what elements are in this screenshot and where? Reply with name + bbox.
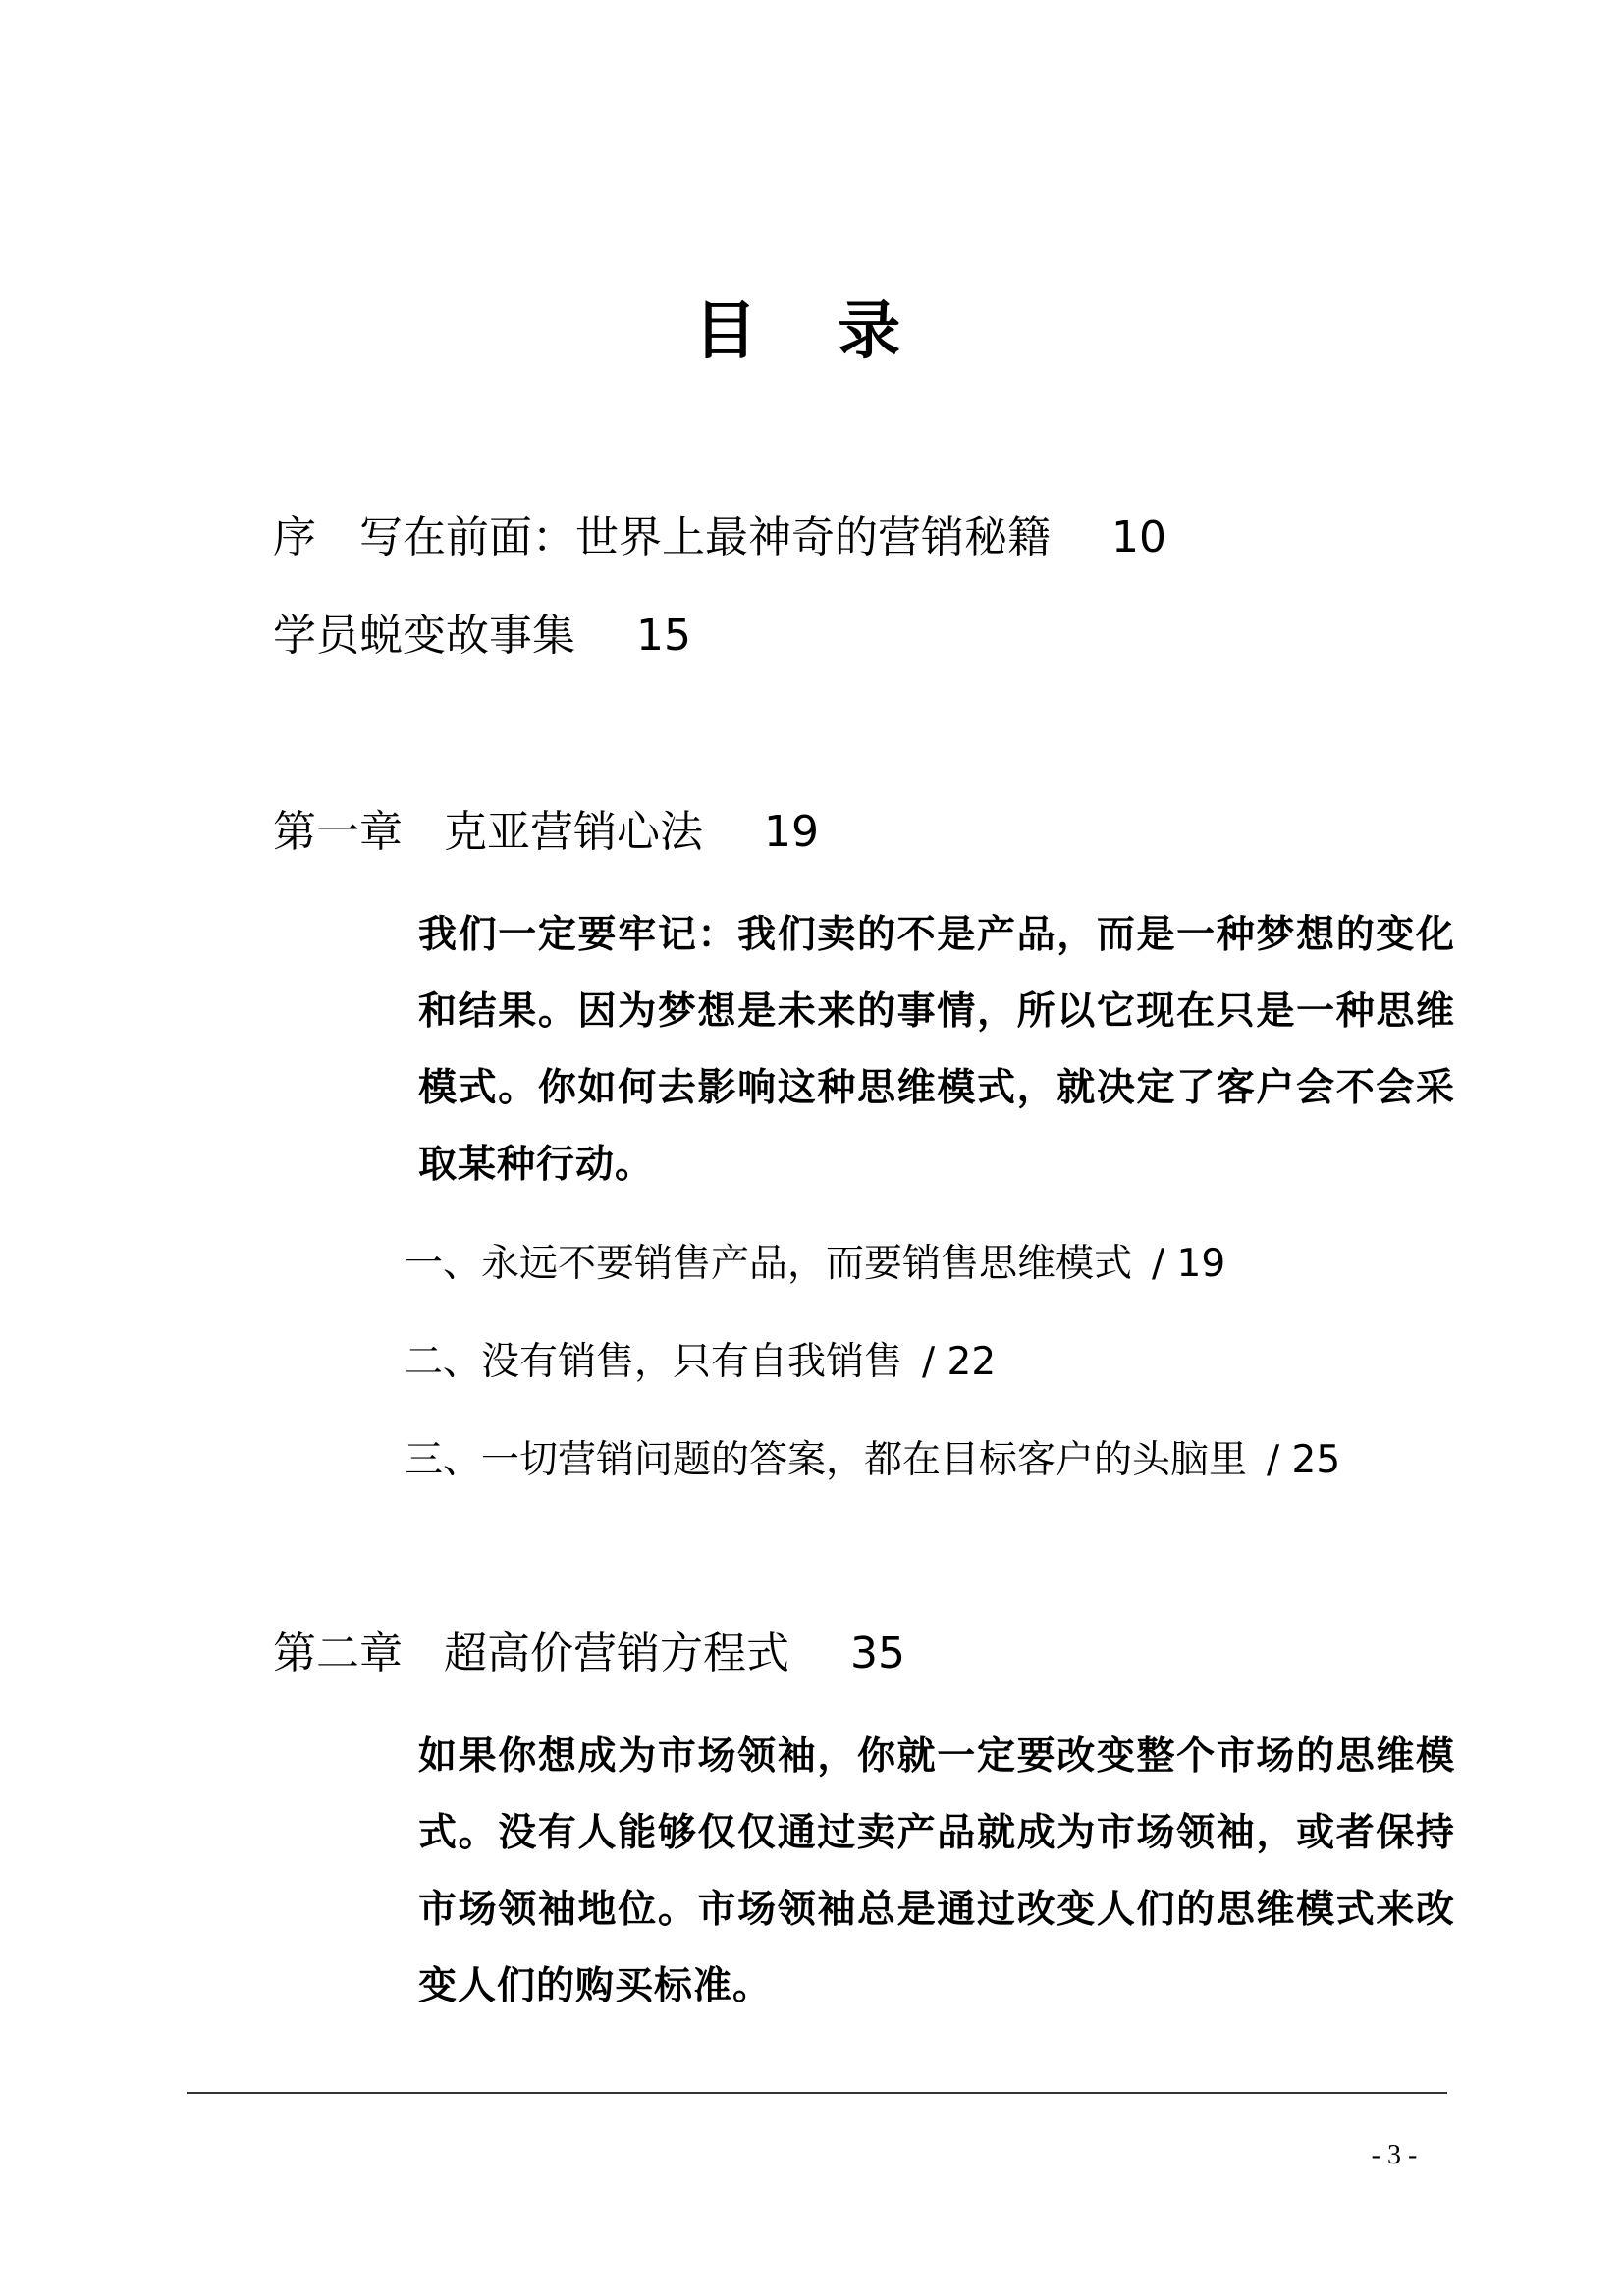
toc-entry-page: 15 xyxy=(636,611,691,661)
toc-chapter-2[interactable] xyxy=(273,1625,905,1683)
section-title: 三、一切营销问题的答案，都在目标客户的头脑里 xyxy=(405,1438,1248,1482)
section-page: / 19 xyxy=(1152,1242,1226,1286)
toc-entry-page: 10 xyxy=(1111,512,1166,562)
toc-entry-label: 学员蜕变故事集 xyxy=(273,611,575,661)
page-title: 目 录 xyxy=(693,295,931,368)
chapter-page: 35 xyxy=(850,1629,905,1679)
chapter-label: 第二章 xyxy=(273,1629,403,1679)
toc-entry-label: 序 写在前面：世界上最神奇的营销秘籍 xyxy=(273,512,1051,562)
footer-divider xyxy=(187,2092,1447,2094)
toc-entry-student-stories[interactable] xyxy=(273,607,691,666)
section-title: 二、没有销售，只有自我销售 xyxy=(405,1340,903,1384)
toc-section-1-2[interactable] xyxy=(405,1335,996,1390)
section-page: / 22 xyxy=(922,1340,997,1384)
page-number: - 3 - xyxy=(1371,2140,1418,2170)
chapter-1-quote: 我们一定要牢记：我们卖的不是产品，而是一种梦想的变化和结果。因为梦想是未来的事情，所以它现在只是一种思维模式。你如何去影响这种思维模式，就决定了客户会不会采取某种行动。 xyxy=(418,912,1455,1187)
chapter-page: 19 xyxy=(764,807,819,857)
toc-chapter-1[interactable] xyxy=(273,803,819,862)
section-title: 一、永远不要销售产品，而要销售思维模式 xyxy=(405,1242,1133,1286)
chapter-title: 超高价营销方程式 xyxy=(444,1629,789,1679)
chapter-2-quote: 如果你想成为市场领袖，你就一定要改变整个市场的思维模式。没有人能够仅仅通过卖产品就成为市场领袖，或者保持市场领袖地位。市场领袖总是通过改变人们的思维模式来改变人们的购买标准。 xyxy=(418,1734,1455,2008)
chapter-label: 第一章 xyxy=(273,807,403,857)
toc-section-1-1[interactable] xyxy=(405,1237,1225,1292)
toc-section-1-3[interactable] xyxy=(405,1433,1340,1488)
section-page: / 25 xyxy=(1267,1438,1341,1482)
toc-entry-preface[interactable] xyxy=(273,508,1166,567)
chapter-title: 克亚营销心法 xyxy=(444,807,703,857)
